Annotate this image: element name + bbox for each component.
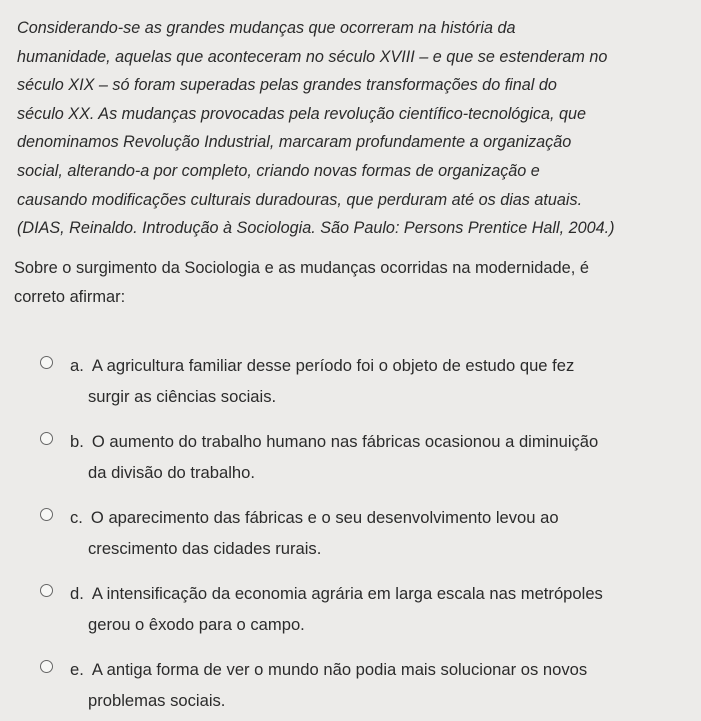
option-e[interactable]	[14, 654, 687, 716]
option-letter: b.	[70, 431, 84, 451]
question-line: Sobre o surgimento da Sociologia e as mudanças ocorridas na modernidade, é	[14, 258, 589, 277]
radio-button-d[interactable]	[40, 584, 53, 597]
answer-options	[14, 350, 687, 716]
option-text: O aparecimento das fábricas e o seu desenvolvimento levou ao	[90, 507, 559, 527]
option-text: crescimento das cidades rurais.	[88, 538, 322, 558]
radio-button-e[interactable]	[40, 660, 53, 673]
radio-button-c[interactable]	[40, 508, 53, 521]
option-letter: d.	[70, 583, 84, 603]
option-text: A intensificação da economia agrária em larga escala nas metrópoles	[91, 583, 603, 603]
passage-line: causando modificações culturais duradouras, que perduram até os dias atuais.	[17, 190, 583, 209]
passage-text	[14, 14, 687, 243]
option-letter: e.	[70, 659, 84, 679]
option-a[interactable]	[14, 350, 687, 412]
option-text: A agricultura familiar desse período foi o objeto de estudo que fez	[91, 355, 575, 375]
passage-citation: (DIAS, Reinaldo. Introdução à Sociologia. São Paulo: Persons Prentice Hall, 2004.)	[17, 219, 615, 238]
option-text: A antiga forma de ver o mundo não podia mais solucionar os novos	[91, 659, 588, 679]
passage-line: século XX. As mudanças provocadas pela revolução científico-tecnológica, que	[17, 104, 586, 123]
option-letter: a.	[70, 355, 84, 375]
passage-line: humanidade, aquelas que aconteceram no século XVIII – e que se estenderam no	[17, 47, 608, 66]
question-line: correto afirmar:	[14, 287, 126, 306]
option-d[interactable]	[14, 578, 687, 640]
radio-button-b[interactable]	[40, 432, 53, 445]
passage-line: denominamos Revolução Industrial, marcaram profundamente a organização	[17, 133, 572, 152]
option-c[interactable]	[14, 502, 687, 564]
radio-button-a[interactable]	[40, 356, 53, 369]
option-text: O aumento do trabalho humano nas fábricas ocasionou a diminuição	[91, 431, 599, 451]
question-prompt	[14, 254, 687, 312]
option-text: gerou o êxodo para o campo.	[88, 614, 305, 634]
option-letter: c.	[70, 507, 83, 527]
option-text: surgir as ciências sociais.	[88, 386, 277, 406]
passage-line: social, alterando-a por completo, criando novas formas de organização e	[17, 161, 540, 180]
option-text: da divisão do trabalho.	[88, 462, 255, 482]
passage-line: Considerando-se as grandes mudanças que ocorreram na história da	[17, 19, 516, 37]
option-text: problemas sociais.	[88, 690, 226, 710]
option-b[interactable]	[14, 426, 687, 488]
passage-line: século XIX – só foram superadas pelas grandes transformações do final do	[17, 76, 557, 95]
